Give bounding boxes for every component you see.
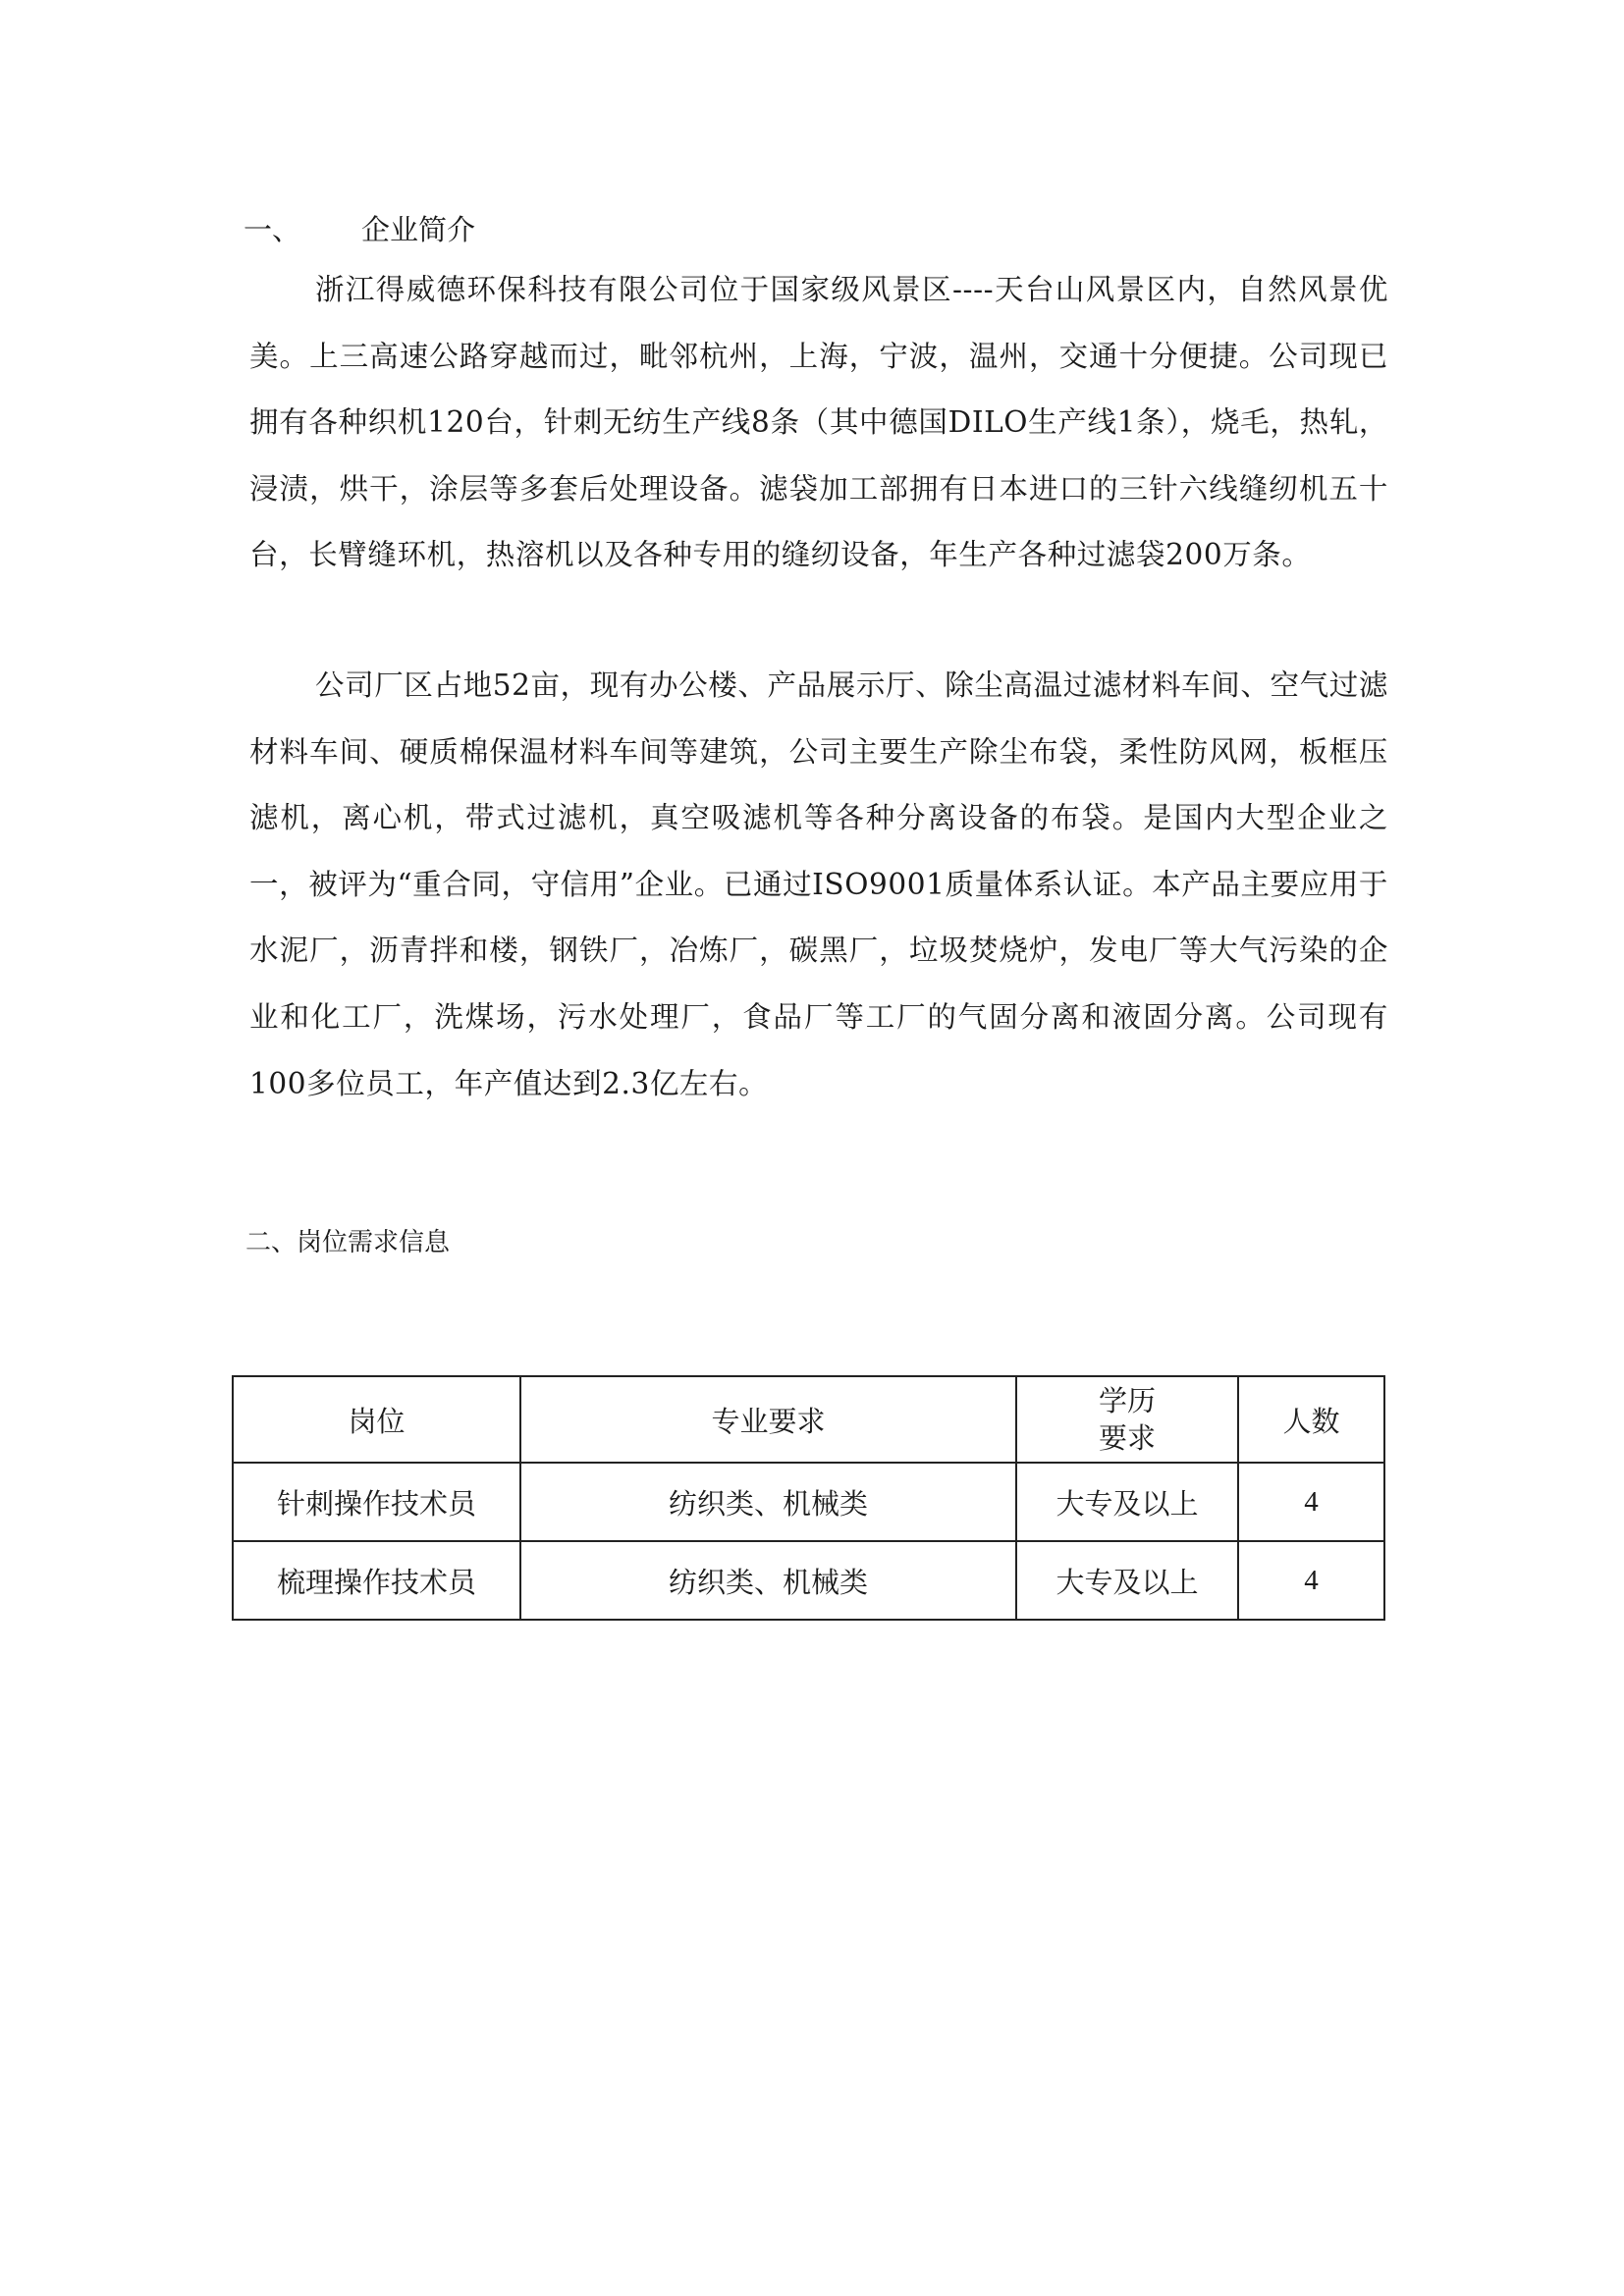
cell-position: 梳理操作技术员 [233, 1541, 520, 1620]
job-requirements-table [232, 1375, 1385, 1621]
cell-position: 针刺操作技术员 [233, 1463, 520, 1541]
header-education [1016, 1376, 1238, 1463]
table-header-row [233, 1376, 1384, 1463]
cell-major: 纺织类、机械类 [520, 1541, 1016, 1620]
cell-education: 大专及以上 [1016, 1541, 1238, 1620]
header-education-line2: 要求 [1098, 1421, 1156, 1455]
section-1-heading [244, 210, 475, 249]
section-1-title: 企业简介 [361, 213, 476, 246]
cell-education: 大专及以上 [1016, 1463, 1238, 1541]
header-headcount: 人数 [1238, 1376, 1384, 1463]
cell-headcount: 4 [1238, 1541, 1384, 1620]
table-row [233, 1541, 1384, 1620]
section-1-number: 一、 [244, 213, 301, 246]
section-2-heading: 二、岗位需求信息 [245, 1228, 451, 1257]
company-intro-paragraph-2: 公司厂区占地52亩，现有办公楼、产品展示厅、除尘高温过滤材料车间、空气过滤材料车间、硬质棉保温材料车间等建筑，公司主要生产除尘布袋，柔性防风网，板框压滤机，离心机，带式过滤机，真空吸滤机等各种分离设备的布袋。是国内大型企业之一，被评为“重合同，守信用”企业。已通过ISO9001质量体系认证。本产品主要应用于水泥厂，沥青拌和楼，钢铁厂，冶炼厂，碳黑厂，垃圾焚烧炉，发电厂等大气污染的企业和化工厂，洗煤场，污水处理厂，食品厂等工厂的气固分离和液固分离。公司现有100多位员工，年产值达到2.3亿左右。 [249, 668, 1388, 1100]
cell-major: 纺织类、机械类 [520, 1463, 1016, 1541]
company-intro-paragraph-1: 浙江得威德环保科技有限公司位于国家级风景区----天台山风景区内，自然风景优美。上三高速公路穿越而过，毗邻杭州，上海，宁波，温州，交通十分便捷。公司现已拥有各种织机120台，针刺无纺生产线8条（其中德国DILO生产线1条），烧毛，热轧，浸渍，烘干，涂层等多套后处理设备。滤袋加工部拥有日本进口的三针六线缝纫机五十台，长臂缝环机，热溶机以及各种专用的缝纫设备，年生产各种过滤袋200万条。 [249, 273, 1388, 572]
header-position: 岗位 [233, 1376, 520, 1463]
header-education-line1: 学历 [1098, 1384, 1156, 1417]
header-major: 专业要求 [520, 1376, 1016, 1463]
table-row [233, 1463, 1384, 1541]
cell-headcount: 4 [1238, 1463, 1384, 1541]
